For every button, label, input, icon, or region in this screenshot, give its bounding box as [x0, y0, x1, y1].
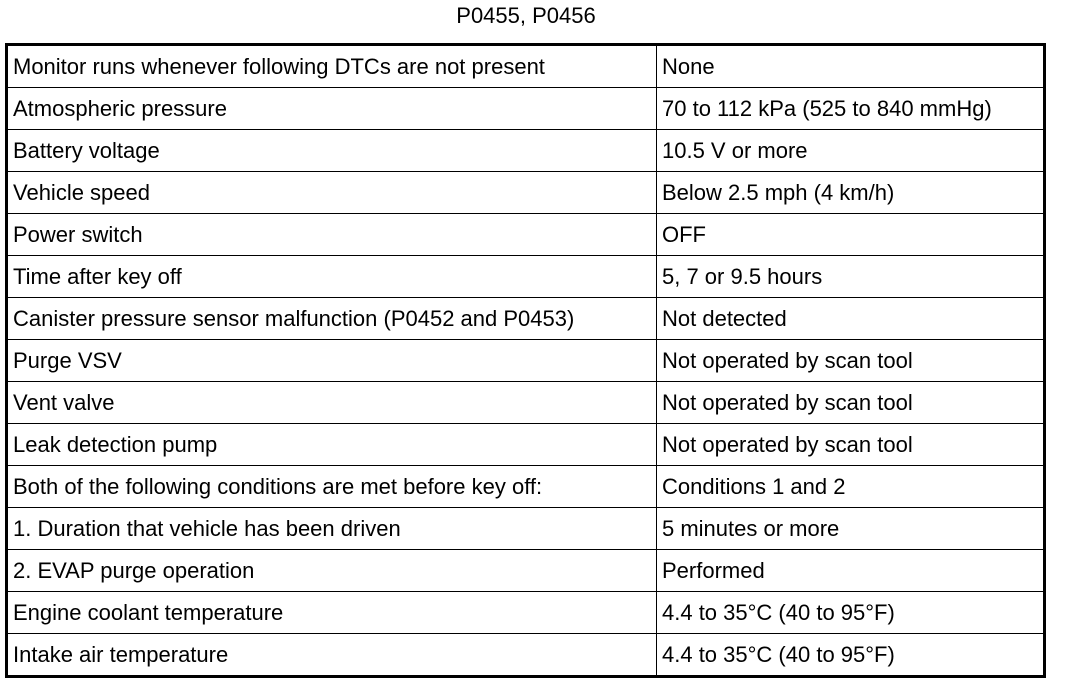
value-cell: 10.5 V or more — [657, 130, 1045, 172]
condition-cell: Time after key off — [7, 256, 657, 298]
condition-cell: Vent valve — [7, 382, 657, 424]
conditions-table — [5, 43, 1046, 678]
condition-cell: Atmospheric pressure — [7, 88, 657, 130]
value-cell: Not operated by scan tool — [657, 382, 1045, 424]
value-cell: None — [657, 45, 1045, 88]
condition-cell: Engine coolant temperature — [7, 592, 657, 634]
table-row — [7, 130, 1045, 172]
value-cell: Not detected — [657, 298, 1045, 340]
value-cell: Conditions 1 and 2 — [657, 466, 1045, 508]
value-cell: Not operated by scan tool — [657, 424, 1045, 466]
table-row — [7, 424, 1045, 466]
value-cell: 70 to 112 kPa (525 to 840 mmHg) — [657, 88, 1045, 130]
condition-cell: Battery voltage — [7, 130, 657, 172]
condition-cell: Both of the following conditions are met before key off: — [7, 466, 657, 508]
value-cell: Performed — [657, 550, 1045, 592]
value-cell: Below 2.5 mph (4 km/h) — [657, 172, 1045, 214]
value-cell: 4.4 to 35°C (40 to 95°F) — [657, 634, 1045, 677]
table-row — [7, 592, 1045, 634]
condition-cell: Power switch — [7, 214, 657, 256]
table-row — [7, 340, 1045, 382]
table-row — [7, 214, 1045, 256]
table-row — [7, 550, 1045, 592]
table-row — [7, 45, 1045, 88]
table-row — [7, 298, 1045, 340]
table-row — [7, 172, 1045, 214]
condition-cell: Monitor runs whenever following DTCs are not present — [7, 45, 657, 88]
value-cell: 5, 7 or 9.5 hours — [657, 256, 1045, 298]
table-row — [7, 88, 1045, 130]
value-cell: Not operated by scan tool — [657, 340, 1045, 382]
page-title: P0455, P0456 — [456, 3, 596, 28]
table-row — [7, 256, 1045, 298]
condition-cell: Vehicle speed — [7, 172, 657, 214]
table-row — [7, 466, 1045, 508]
value-cell: OFF — [657, 214, 1045, 256]
value-cell: 4.4 to 35°C (40 to 95°F) — [657, 592, 1045, 634]
condition-cell: Intake air temperature — [7, 634, 657, 677]
table-row — [7, 508, 1045, 550]
condition-cell: Purge VSV — [7, 340, 657, 382]
value-cell: 5 minutes or more — [657, 508, 1045, 550]
condition-cell: Canister pressure sensor malfunction (P0452 and P0453) — [7, 298, 657, 340]
table-row — [7, 634, 1045, 677]
condition-cell: Leak detection pump — [7, 424, 657, 466]
table-row — [7, 382, 1045, 424]
condition-cell: 1. Duration that vehicle has been driven — [7, 508, 657, 550]
condition-cell: 2. EVAP purge operation — [7, 550, 657, 592]
